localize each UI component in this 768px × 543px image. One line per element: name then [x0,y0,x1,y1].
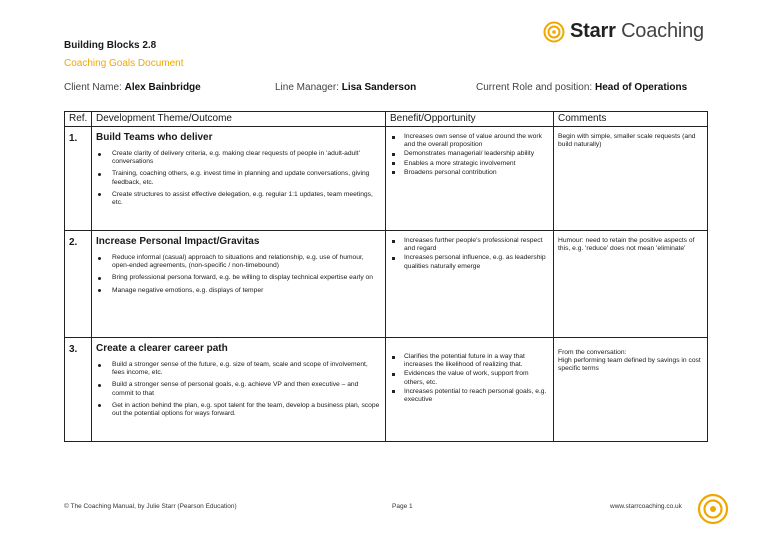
theme-bullet: Create structures to assist effective delegation, e.g. regular 1:1 updates, team meetings, etc. [96,191,381,207]
header-comments: Comments [554,112,708,127]
header-benefit: Benefit/Opportunity [386,112,554,127]
starr-swirl-icon [543,21,565,43]
theme-bullet-list [96,150,381,207]
theme-bullet: Manage negative emotions, e.g. displays of temper [96,287,381,295]
benefit-bullet-list [390,237,549,271]
client-label: Client Name: [64,82,122,93]
coaching-goals-table [64,111,708,442]
document-title: Building Blocks 2.8 [64,40,157,51]
brand-name-light: Coaching [621,20,704,42]
benefit-bullet-list [390,353,549,404]
row-comment: From the conversation: High performing team defined by savings in cost specific terms [558,349,701,373]
starr-swirl-icon [697,493,729,525]
row-comment-cell [554,127,708,231]
client-name-field [64,82,201,93]
row-theme-cell [92,127,386,231]
table-header-row [65,112,708,127]
theme-bullet-list [96,361,381,418]
theme-bullet: Get in action behind the plan, e.g. spot talent for the team, develop a business plan, scope out the potential options for ways forward. [96,402,381,418]
role-label: Current Role and position: [476,82,593,93]
manager-label: Line Manager: [275,82,339,93]
footer-website-link[interactable]: www.starrcoaching.co.uk [610,503,682,510]
footer-page-number: Page 1 [392,503,413,510]
benefit-bullet: Increases further people's professional respect and regard [390,237,549,253]
line-manager-field [275,82,416,93]
row-ref: 3. [65,338,92,442]
theme-bullet: Bring professional persona forward, e.g. be willing to display technical expertise early on [96,274,381,282]
client-value: Alex Bainbridge [124,82,201,93]
brand-logo [543,20,704,43]
benefit-bullet-list [390,133,549,177]
row-theme-cell [92,338,386,442]
table-row [65,338,708,442]
theme-bullet: Create clarity of delivery criteria, e.g. making clear requests of people in 'adult-adult' conversations [96,150,381,166]
footer-copyright: © The Coaching Manual, by Julie Starr (Pearson Education) [64,503,237,510]
theme-bullet: Training, coaching others, e.g. invest time in planning and update conversations, giving feedback, etc. [96,170,381,186]
table-row [65,127,708,231]
benefit-bullet: Clarifies the potential future in a way that increases the likelihood of realizing that. [390,353,549,369]
row-ref: 2. [65,231,92,338]
header-ref: Ref. [65,112,92,127]
benefit-bullet: Increases potential to reach personal goals, e.g. executive [390,388,549,404]
row-comment-cell [554,338,708,442]
benefit-bullet: Evidences the value of work, support from others, etc. [390,370,549,386]
theme-bullet: Build a stronger sense of the future, e.g. size of team, scale and scope of involvement, fees income, etc. [96,361,381,377]
benefit-bullet: Broadens personal contribution [390,169,549,177]
theme-bullet: Reduce informal (casual) approach to situations and relationship, e.g. use of humour, open-ended agreements, (non-specific / non-timebound) [96,254,381,270]
brand-name-bold: Starr [570,20,616,42]
benefit-bullet: Increases personal influence, e.g. as leadership qualities naturally emerge [390,254,549,270]
row-comment-cell [554,231,708,338]
row-ref: 1. [65,127,92,231]
manager-value: Lisa Sanderson [341,82,417,93]
row-theme-title: Build Teams who deliver [96,132,213,143]
current-role-field [476,82,687,93]
row-comment: Begin with simple, smaller scale requests (and build naturally) [558,133,696,149]
row-benefit-cell [386,231,554,338]
row-comment: Humour: need to retain the positive aspects of this, e.g. 'reduce' does not mean 'eliminate' [558,237,695,253]
header-theme: Development Theme/Outcome [92,112,386,127]
row-benefit-cell [386,338,554,442]
row-theme-title: Create a clearer career path [96,343,228,354]
document-subtitle: Coaching Goals Document [64,58,184,69]
table-row [65,231,708,338]
benefit-bullet: Demonstrates managerial/ leadership ability [390,150,549,158]
benefit-bullet: Enables a more strategic involvement [390,160,549,168]
theme-bullet-list [96,254,381,295]
row-theme-title: Increase Personal Impact/Gravitas [96,236,260,247]
theme-bullet: Build a stronger sense of personal goals, e.g. achieve VP and then executive – and commit to that [96,381,381,397]
row-theme-cell [92,231,386,338]
role-value: Head of Operations [594,82,688,93]
row-benefit-cell [386,127,554,231]
benefit-bullet: Increases own sense of value around the work and the overall proposition [390,133,549,149]
